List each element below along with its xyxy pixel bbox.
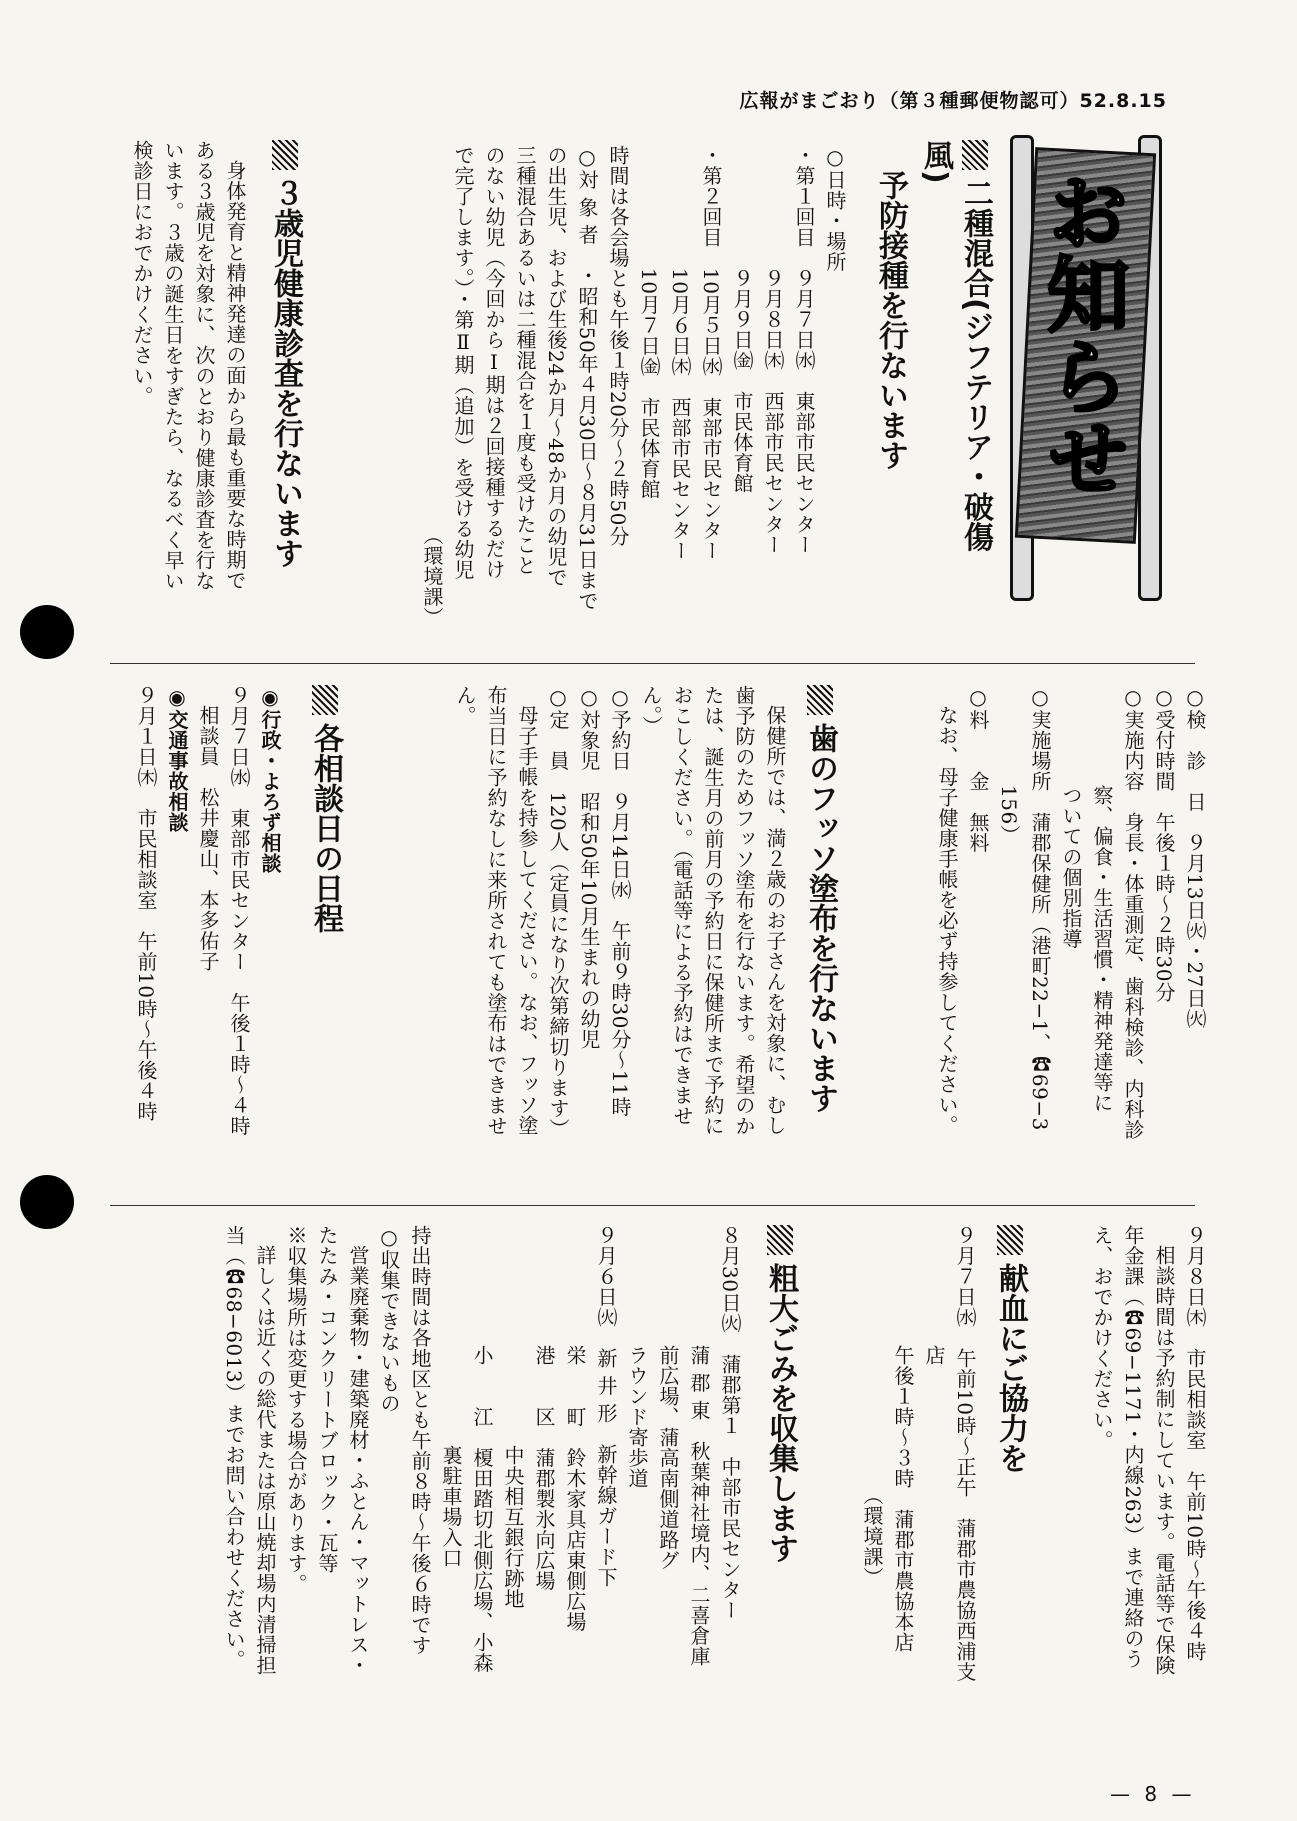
title-hatch-mark bbox=[997, 1225, 1023, 1255]
vaccination-subtitle: 予防接種を行ないます bbox=[873, 170, 908, 470]
title-hatch-mark bbox=[312, 685, 338, 715]
garbage-line: たたみ・コンクリートブロック・瓦等 bbox=[315, 1225, 339, 1574]
consultation-line: ９月７日㈬ 東部市民センター 午後１時〜４時 bbox=[227, 685, 251, 1136]
fluoride-line: ○定 員 120人（定員になり次第締切ります） bbox=[546, 685, 570, 1139]
garbage-line: 詳しくは近くの総代または原山焼却場内清掃担 bbox=[253, 1245, 277, 1676]
consultation-continued bbox=[1060, 1225, 1210, 1755]
punch-hole-mark bbox=[20, 605, 74, 659]
fluoride-line: 布当日に予約なしに来所されても塗布はできませ bbox=[484, 685, 508, 1136]
fluoride-line: ○対象児 昭和50年10月生まれの幼児 bbox=[577, 685, 601, 1050]
title-hatch-mark bbox=[807, 685, 833, 715]
checkup-line: 身体発育と精神発達の面から最も重要な時期で bbox=[223, 160, 247, 591]
garbage-line: ９月６日㈫ 新 井 形 新幹線ガード下 bbox=[594, 1225, 618, 1588]
blood-signature: （環境課） bbox=[860, 1485, 884, 1588]
blood-line: 店 bbox=[922, 1345, 946, 1366]
garbage-line: 持出時間は各地区とも午前８時〜午後６時です bbox=[408, 1225, 432, 1656]
fluoride-line: おこしください。（電話等による予約はできませ bbox=[670, 685, 694, 1126]
consultation-title: 各相談日の日程 bbox=[305, 685, 345, 1025]
garbage-line: 営業廃棄物・建築廃材・ふとん・マットレス・ bbox=[346, 1245, 370, 1676]
blood-line: 午後１時〜３時 蒲郡市農協本店 bbox=[891, 1345, 915, 1653]
checkup-detail-line: ○実施内容 身長・体重測定、歯科検診、内科診 bbox=[1121, 685, 1145, 1140]
vaccination-line: ９月９日㈮ 市民体育館 bbox=[730, 145, 754, 494]
masthead: 広報がまごおり（第３種郵便物認可）52.8.15 bbox=[739, 90, 1167, 112]
consultation-heading-administrative: ◉行政・よろず相談 bbox=[258, 685, 282, 874]
vaccination-line: 10月６日㈭ 西部市民センター bbox=[668, 145, 692, 561]
garbage-line: ラウンド寄歩道 bbox=[625, 1345, 649, 1489]
garbage-line: ※収集場所は変更する場合があります。 bbox=[284, 1225, 308, 1594]
vaccination-line: ○対 象 者 ・昭和50年４月30日〜８月31日まで bbox=[575, 145, 599, 612]
checkup-intro bbox=[100, 140, 250, 660]
consultation-heading-traffic: ◉交通事故相談 bbox=[165, 685, 189, 833]
page-number: — 8 — bbox=[1110, 1782, 1196, 1806]
checkup-detail-line: ○受付時間 午後１時〜２時30分 bbox=[1152, 685, 1176, 1003]
blood-title: 献血にご協力を bbox=[990, 1225, 1030, 1525]
vaccination-line: ・第１回目 ９月７日㈬ 東部市民センター bbox=[792, 145, 816, 555]
checkup-detail-line: 156） bbox=[997, 785, 1021, 846]
fluoride-line: 歯予防のためフッソ塗布を行ないます。希望のか bbox=[732, 685, 756, 1136]
title-hatch-mark bbox=[962, 140, 988, 170]
vaccination-title: 二種混合(ジフテリア・破傷風) bbox=[918, 140, 993, 552]
checkup-title: ３歳児健康診査を行ないます bbox=[265, 140, 305, 610]
checkup-detail-line: ○実施場所 蒲郡保健所（港町22−1、☎69−3 bbox=[1028, 685, 1052, 1131]
checkup-detail-line: 察、偏食・生活習慣・精神発達等に bbox=[1090, 785, 1114, 1113]
garbage-line: 港 区 蒲郡製氷向広場 bbox=[532, 1345, 556, 1591]
consultation-cont-line: え、おでかけください。 bbox=[1090, 1225, 1114, 1451]
section-divider bbox=[110, 1205, 1195, 1206]
vaccination-line: のない幼児（今回からⅠ期は２回接種するだけ bbox=[482, 145, 506, 580]
garbage-line: 当（☎68−6013）までお問い合わせください。 bbox=[222, 1225, 246, 1671]
fluoride-line: ん。 bbox=[453, 685, 477, 726]
garbage-title: 粗大ごみを収集します bbox=[760, 1225, 800, 1625]
fluoride-line: ん。） bbox=[639, 685, 663, 737]
vaccination-line: で完了します。）・第Ⅱ期（追加）を受ける幼児 bbox=[451, 145, 475, 580]
section-divider bbox=[110, 663, 1195, 664]
consultation-body bbox=[110, 685, 285, 1195]
garbage-line: ○収集できないもの bbox=[377, 1225, 401, 1414]
garbage-line: 栄 町 鈴木家具店東側広場 bbox=[563, 1345, 587, 1632]
consultation-line: 相談員 松井慶山、本多佑子 bbox=[196, 705, 220, 972]
garbage-line: 小 江 榎田踏切北側広場、小森 bbox=[470, 1345, 494, 1673]
consultation-line: ９月１日㈭ 市民相談室 午前10時〜午後４時 bbox=[134, 685, 158, 1122]
checkup-detail-line: なお、母子健康手帳を必ず持参してください。 bbox=[935, 705, 959, 1136]
checkup-line: 検診日におでかけください。 bbox=[130, 140, 154, 407]
garbage-line: 前広場、蒲高南側道路グ bbox=[656, 1345, 680, 1571]
vaccination-line: 時間は各会場とも午後１時20分〜２時50分 bbox=[606, 145, 630, 547]
garbage-line: ８月30日㈫ 蒲郡第１ 中部市民センター bbox=[718, 1225, 742, 1621]
vaccination-line: の出生児、および生後24か月〜48か月の幼児で bbox=[544, 145, 568, 588]
fluoride-title: 歯のフッソ塗布を行ないます bbox=[800, 685, 840, 1185]
fluoride-line: たは、誕生月の前月の予約日に保健所まで予約に bbox=[701, 685, 725, 1136]
garbage-line: 中央相互銀行跡地 bbox=[501, 1445, 525, 1609]
fluoride-line: ○予約日 ９月14日㈬ 午前９時30分〜11時 bbox=[608, 685, 632, 1117]
checkup-line: ある３歳児を対象に、次のとおり健康診査を行な bbox=[192, 140, 216, 591]
vaccination-line: ・第２回目 10月５日㈬ 東部市民センター bbox=[699, 145, 723, 561]
checkup-detail-line: ○検 診 日 ９月13日㈫・27日㈫ bbox=[1183, 685, 1207, 1029]
vaccination-signature: （環境課） bbox=[420, 525, 444, 628]
consultation-cont-line: ９月８日㈭ 市民相談室 午前10時〜午後４時 bbox=[1183, 1225, 1207, 1662]
checkup-detail-line: ○料 金 無料 bbox=[966, 685, 990, 853]
punch-hole-mark bbox=[20, 1175, 74, 1229]
vaccination-body bbox=[370, 145, 850, 665]
checkup-line: います。３歳の誕生日をすぎたら、なるべく早い bbox=[161, 140, 185, 591]
title-hatch-mark bbox=[767, 1225, 793, 1255]
fluoride-body bbox=[430, 685, 790, 1195]
consultation-cont-line: 相談時間は予約制にしています。電話等で保険 bbox=[1152, 1245, 1176, 1676]
banner-word: お知らせ bbox=[1034, 170, 1129, 498]
vaccination-line: 三種混合あるいは二種混合を１度も受けたこと bbox=[513, 145, 537, 576]
fluoride-line: 母子手帳を持参してください。なお、フッソ塗 bbox=[515, 705, 539, 1136]
fluoride-line: 保健所では、満２歳のお子さんを対象に、むし bbox=[763, 705, 787, 1136]
garbage-line: 蒲 郡 東 秋葉神社境内、二喜倉庫 bbox=[687, 1345, 711, 1667]
garbage-line: 裏駐車場入口 bbox=[439, 1445, 463, 1568]
vaccination-line: 10月７日㈮ 市民体育館 bbox=[637, 145, 661, 500]
vaccination-line: ○日時・場所 bbox=[823, 145, 847, 272]
consultation-cont-line: 年金課（☎69−1171・内線263）まで連絡のう bbox=[1121, 1225, 1145, 1669]
title-hatch-mark bbox=[272, 140, 298, 170]
garbage-body bbox=[105, 1225, 745, 1755]
blood-body bbox=[840, 1225, 980, 1755]
checkup-detail bbox=[890, 685, 1210, 1195]
blood-line: ９月７日㈬ 午前10時〜正午 蒲郡市農協西浦支 bbox=[953, 1225, 977, 1682]
checkup-detail-line: ついての個別指導 bbox=[1059, 785, 1083, 949]
notice-sign-illustration bbox=[1010, 135, 1160, 565]
vaccination-line: ９月８日㈭ 西部市民センター bbox=[761, 145, 785, 555]
